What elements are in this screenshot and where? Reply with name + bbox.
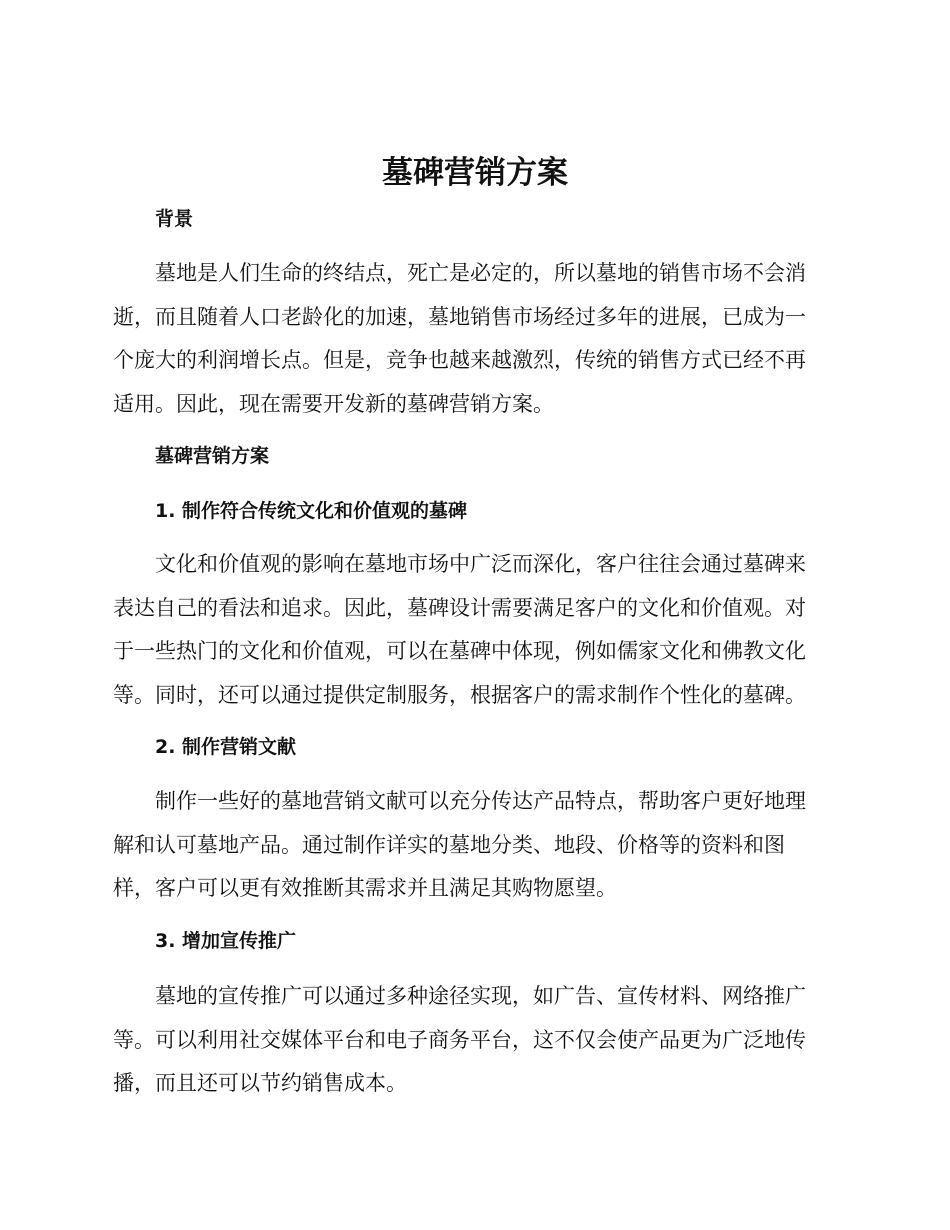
- paragraph-line: 文化和价值观的影响在墓地市场中广泛而深化，客户往往会通过墓碑来: [155, 552, 806, 576]
- paragraph-promotion: [113, 975, 843, 1106]
- paragraph-line: 样，客户可以更有效推断其需求并且满足其购物愿望。: [113, 876, 617, 900]
- paragraph-line: 表达自己的看法和追求。因此，墓碑设计需要满足客户的文化和价值观。对: [113, 595, 806, 620]
- paragraph-line: 适用。因此，现在需要开发新的墓碑营销方案。: [113, 391, 554, 416]
- paragraph-line: 墓地是人们生命的终结点，死亡是必定的，所以墓地的销售市场不会消: [155, 261, 806, 285]
- paragraph-background: [113, 252, 843, 426]
- paragraph-line: 解和认可墓地产品。通过制作详实的墓地分类、地段、价格等的资料和图: [113, 832, 785, 857]
- paragraph-line: 播，而且还可以节约销售成本。: [113, 1071, 407, 1095]
- paragraph-line: 于一些热门的文化和价值观，可以在墓碑中体现，例如儒家文化和佛教文化: [113, 639, 806, 663]
- section-heading-promotion: 3. 增加宣传推广: [155, 930, 297, 952]
- paragraph-line: 制作一些好的墓地营销文献可以充分传达产品特点，帮助客户更好地理: [155, 789, 806, 813]
- paragraph-line: 等。同时，还可以通过提供定制服务，根据客户的需求制作个性化的墓碑。: [113, 682, 806, 707]
- section-heading-background: 背景: [155, 208, 194, 230]
- paragraph-traditional-culture: [113, 543, 843, 717]
- paragraph-line: 墓地的宣传推广可以通过多种途径实现，如广告、宣传材料、网络推广: [155, 984, 806, 1008]
- section-heading-plan: 墓碑营销方案: [155, 445, 270, 467]
- document-title: 墓碑营销方案: [382, 155, 568, 191]
- section-heading-marketing-literature: 2. 制作营销文献: [155, 736, 297, 758]
- paragraph-line: 等。可以利用社交媒体平台和电子商务平台，这不仅会使产品更为广泛地传: [113, 1027, 806, 1052]
- section-heading-traditional-culture: 1. 制作符合传统文化和价值观的墓碑: [155, 500, 468, 522]
- paragraph-line: 逝，而且随着人口老龄化的加速，墓地销售市场经过多年的进展，已成为一: [113, 304, 806, 329]
- paragraph-marketing-literature: [113, 780, 843, 911]
- paragraph-line: 个庞大的利润增长点。但是，竞争也越来越激烈，传统的销售方式已经不再: [113, 348, 806, 372]
